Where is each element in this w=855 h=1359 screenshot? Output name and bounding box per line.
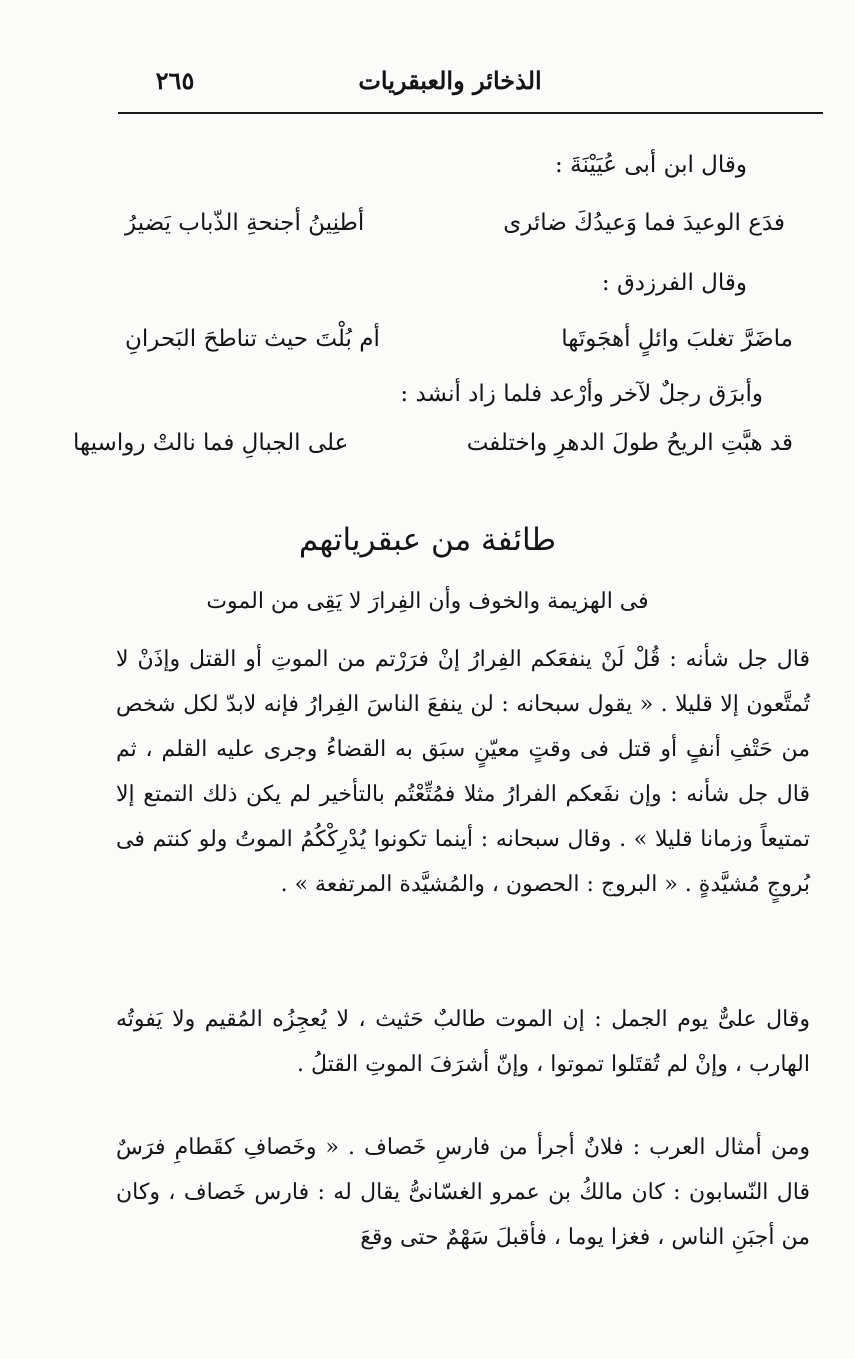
verse-3-second-hemistich: على الجبالِ فما نالتْ رواسيها	[73, 430, 349, 456]
verse-2-first-hemistich: ماضَرَّ تغلبَ وائلٍ أهجَوتَها	[561, 326, 793, 352]
intro-line-3: وأبرَق رجلٌ لآخر وأرْعد فلما زاد أنشد :	[400, 381, 763, 407]
section-heading: طائفة من عبقرياتهم	[298, 522, 557, 558]
paragraph-arab-proverb: ومن أمثال العرب : فلانٌ أجرأ من فارسِ خَصاف . « وخَصافِ كقَطامِ فرَسٌ قال النّسابون : كان مالكُ بن عمرو الغسّانىُّ يقال له : فارس خَصاف ، وكان من أجبَنِ الناس ، فغزا يوما ، فأقبلَ سَهْمٌ حتى وقعَ	[116, 1135, 810, 1250]
intro-line-2: وقال الفرزدق :	[601, 270, 747, 296]
verse-1-second-hemistich: أطنِينُ أجنحةِ الذّباب يَضيرُ	[125, 210, 365, 236]
page-number: ٢٦٥	[155, 66, 195, 95]
verse-1-first-hemistich: فدَع الوعيدَ فما وَعيدُكَ ضائرى	[503, 210, 785, 236]
verse-1	[125, 206, 785, 240]
running-header-title: الذخائر والعبقريات	[358, 66, 542, 95]
section-subheading: فى الهزيمة والخوف وأن الفِرارَ لا يَقِى من الموت	[206, 589, 649, 614]
paragraph-ali-saying: وقال علىٌّ يوم الجمل : إن الموت طالبٌ حَثيث ، لا يُعجِزُه المُقيم ولا يَفوتُه الهارب ، وإنْ لم تُقتَلوا تموتوا ، وإنّ أشرَفَ الموتِ القتلُ .	[116, 1007, 810, 1077]
paragraph-quran-verse: قال جل شأنه : قُلْ لَنْ ينفعَكم الفِرارُ إنْ فرَرْتم من الموتِ أو القتل وإذَنْ لا تُمتَّعون إلا قليلا . « يقول سبحانه : لن ينفعَ الناسَ الفِرارُ فإنه لابدّ لكل شخص من حَتْفِ أنفٍ أو قتل فى وقتٍ معيّنٍ سبَق به القضاءُ وجرى عليه القلم ، ثم قال جل شأنه : وإن نفَعكم الفرارُ مثلا فمُتِّعْتُم بالتأخير لم يكن ذلك التمتع إلا تمتيعاً وزمانا قليلا » . وقال سبحانه : أينما تكونوا يُدْرِكْكُمُ الموتُ ولو كنتم فى بُروجٍ مُشيَّدةٍ . « البروج : الحصون ، والمُشيَّدة المرتفعة » .	[116, 647, 810, 897]
verse-2-second-hemistich: أم بُلْتَ حيث تناطحَ البَحرانِ	[125, 326, 380, 352]
verse-3	[73, 426, 793, 460]
verse-3-first-hemistich: قد هبَّتِ الريحُ طولَ الدهرِ واختلفت	[466, 430, 793, 456]
verse-2	[125, 322, 793, 356]
header-rule	[118, 112, 823, 114]
intro-line-1: وقال ابن أبى عُيَيْنَةَ :	[555, 152, 747, 178]
